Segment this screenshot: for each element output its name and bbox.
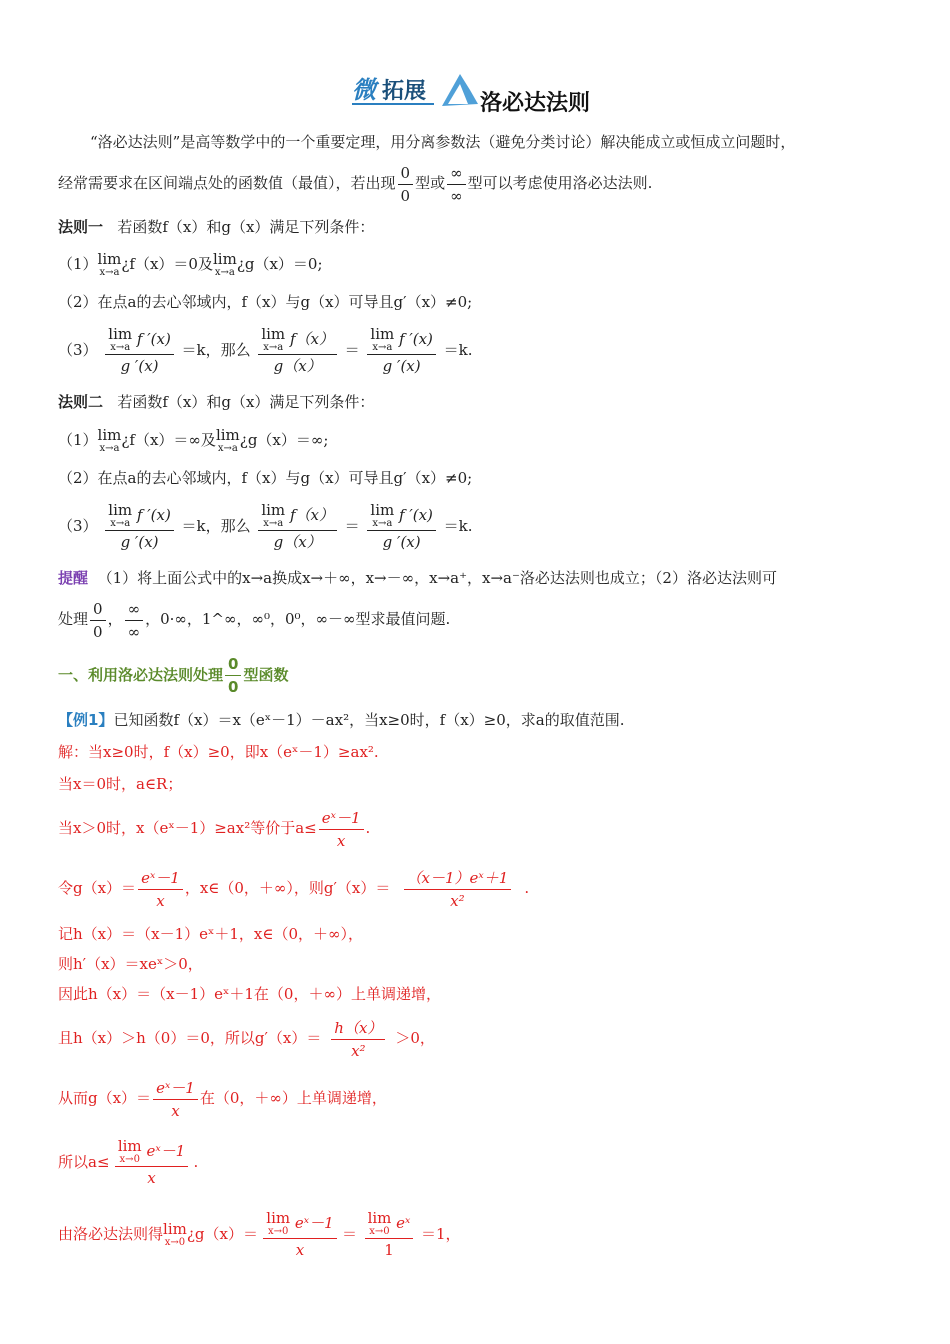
- page-title: 洛必达法则: [480, 91, 591, 116]
- solution-step-4: 令g（x）＝ $\frac{\text{eˣ－1}}{x}$ ，x∈（0，＋∞），则g′（x）＝ $\frac{\text{（x－1）eˣ＋1}}{\text{x²}}$ .: [58, 868, 530, 910]
- intro-line-1: “洛必达法则”是高等数学中的一个重要定理，用分离参数法（避免分类讨论）解决能成立或恒成立问题时，: [90, 133, 796, 151]
- solution-step-7: 因此h（x）＝（x－1）eˣ＋1在（0，＋∞）上单调递增，: [58, 985, 441, 1003]
- rule2-heading: 法则二 若函数f（x）和g（x）满足下列条件：: [58, 393, 375, 411]
- rule1-cond2: （2）在点a的去心邻域内，f（x）与g（x）可导且g′（x）≠0;: [58, 293, 473, 311]
- example-statement: 【例1】已知函数f（x）＝x（eˣ－1）－ax²，当x≥0时，f（x）≥0，求a的取值范围.: [58, 711, 625, 729]
- section-title: 一、利用洛必达法则处理 $\frac{0}{0}$ 型函数: [58, 655, 289, 696]
- solution-step-3: 当x＞0时，x（eˣ－1）≥ax²等价于a≤ $\frac{\text{eˣ－1}}{x}$ .: [58, 808, 371, 850]
- solution-step-2: 当x＝0时，a∈R；: [58, 775, 183, 793]
- rule1-heading: 法则一 若函数f（x）和g（x）满足下列条件：: [58, 218, 375, 236]
- solution-step-6: 则h′（x）＝xeˣ＞0，: [58, 955, 203, 973]
- svg-text:拓展: 拓展: [382, 79, 427, 104]
- solution-step-5: 记h（x）＝（x－1）eˣ＋1，x∈（0，＋∞），: [58, 925, 364, 943]
- rule1-cond3: （3） lim x→a f ′(x) g ′(x) ＝k，那么 lim x→a f（x） g（x） ＝ lim x→a f ′(x) g ′(x) ＝k.: [58, 324, 473, 375]
- solution-step-9: 从而g（x）＝ $\frac{\text{eˣ－1}}{x}$ 在（0，＋∞）上单调递增，: [58, 1078, 387, 1120]
- tip-line-1: 提醒 （1）将上面公式中的x→a换成x→＋∞，x→－∞，x→a⁺，x→a⁻洛必达法则也成立；（2）洛必达法则可: [58, 569, 777, 587]
- rule1-cond1: （1） lim x→a ¿f（x）＝0及 lim x→a ¿g（x）＝0;: [58, 250, 323, 278]
- solution-step-10: 所以a≤ lim x→0 eˣ－1 x .: [58, 1136, 199, 1187]
- logo: [352, 70, 438, 106]
- rule2-cond1: （1） lim x→a ¿f（x）＝∞及 lim x→a ¿g（x）＝∞;: [58, 426, 329, 454]
- rule2-cond3: （3） lim x→a f ′(x) g ′(x) ＝k，那么 lim x→a f（x） g（x） ＝ lim x→a f ′(x) g ′(x) ＝k.: [58, 500, 473, 551]
- solution-step-8: 且h（x）＞h（0）＝0，所以g′（x）＝ $\frac{h(x)}{\text{x²}}$ ＞0，: [58, 1018, 435, 1060]
- tip-line-2: 处理 $\frac{0}{0}$ ， $\frac{\infty}{\infty}$ ，0·∞，1^∞，∞⁰，0⁰，∞－∞型求最值问题.: [58, 599, 451, 641]
- rule2-cond2: （2）在点a的去心邻域内，f（x）与g（x）可导且g′（x）≠0;: [58, 469, 473, 487]
- solution-step-1: 解：当x≥0时，f（x）≥0，即x（eˣ－1）≥ax².: [58, 743, 379, 761]
- intro-line-2: 经常需要求在区间端点处的函数值（最值），若出现 $\frac{0}{0}$ 型或 $\frac{\infty}{\infty}$ 型可以考虑使用洛必达法则.: [58, 163, 653, 205]
- svg-text:微: 微: [352, 76, 376, 104]
- solution-step-11: 由洛必达法则得 lim x→0 ¿g（x）＝ lim x→0 eˣ－1 x ＝ lim x→0 eˣ 1 ＝1，: [58, 1208, 461, 1259]
